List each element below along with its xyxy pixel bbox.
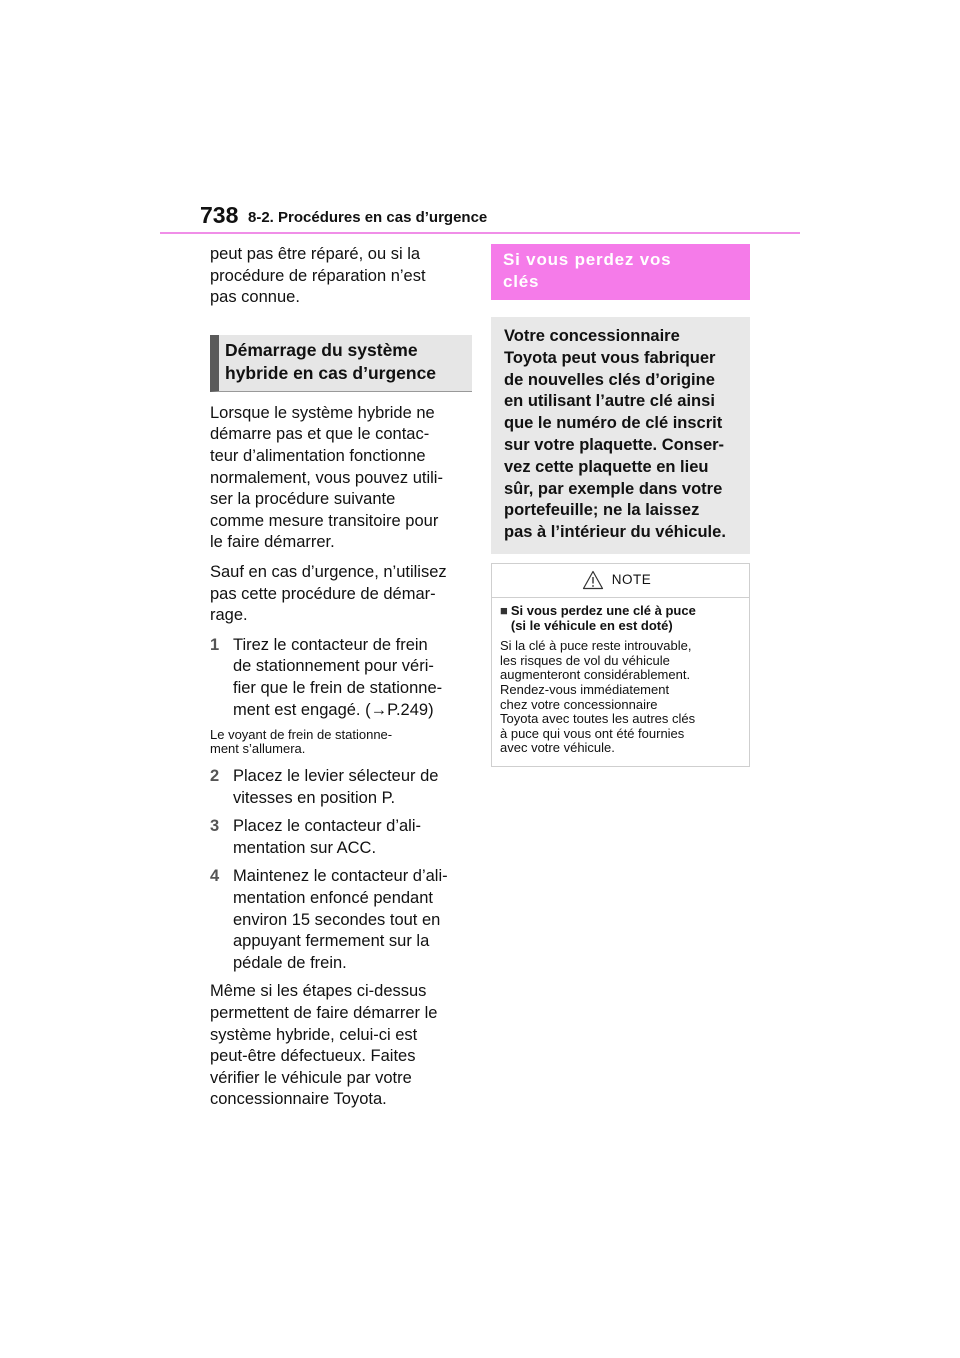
emergency-start-heading: Démarrage du système hybride en cas d’urgence (210, 335, 472, 392)
header-rule (160, 232, 800, 234)
step-text: Tirez le contacteur de frein de stationnement pour véri- fier que le frein de stationne- ment est engagé. (→P.249) (233, 635, 443, 719)
step-text: Maintenez le contacteur d’ali- mentation enfoncé pendant environ 15 secondes tout en appuyant fermement sur la pédale de frein. (233, 867, 448, 972)
conditions-paragraph: Lorsque le système hybride ne démarre pas et que le contac- teur d’alimentation fonctionne normalement, vous pouvez utili- ser la procédure suivante comme mesure transitoire pour le faire démarrer. (210, 403, 443, 552)
section-title: 8-2. Procédures en cas d’urgence (248, 209, 488, 226)
step-1-note: Le voyant de frein de stationne- ment s’allumera. (210, 727, 393, 757)
note-subheading-text: Si vous perdez une clé à puce (si le véhicule en est doté) (510, 602, 696, 633)
step-4 (210, 866, 472, 974)
note-label: NOTE (611, 571, 652, 587)
step-3 (210, 816, 472, 859)
step-number: 1 (210, 635, 220, 654)
note-divider (492, 597, 749, 598)
step-1 (210, 635, 472, 721)
note-body: Si la clé à puce reste introuvable, les risques de vol du véhicule augmenteront considérablement. Rendez-vous immédiatement chez votre concessionnaire Toyota avec toutes les autres clés à puce qui vous ont été fournies avec votre véhicule. (500, 638, 696, 756)
closing-paragraph: Même si les étapes ci-dessus permettent de faire démarrer le système hybride, celui-ci est peut-être défectueux. Faites vérifier le véhicule par votre concessionnaire Toyota. (210, 982, 438, 1109)
step-text: Placez le contacteur d’ali- mentation sur ACC. (233, 817, 422, 857)
lost-keys-info-box: Votre concessionnaire Toyota peut vous fabriquer de nouvelles clés d’origine en utilisant l’autre clé ainsi que le numéro de clé inscrit sur votre plaquette. Conser- vez cette plaquette en lieu sûr, par exemple dans votre portefeuille; ne la laissez pas à l’intérieur du véhicule. (491, 317, 750, 554)
warning-triangle-icon (582, 570, 604, 590)
warning-paragraph: Sauf en cas d’urgence, n’utilisez pas cette procédure de démar- rage. (210, 562, 447, 625)
step-text: Placez le levier sélecteur de vitesses en position P. (233, 767, 439, 807)
note-subheading (500, 604, 739, 633)
lost-keys-heading: Si vous perdez vos clés (491, 244, 750, 300)
step-number: 2 (210, 767, 220, 786)
note-header (494, 570, 739, 590)
left-column (210, 244, 472, 1119)
step-number: 4 (210, 867, 220, 886)
intro-paragraph: peut pas être réparé, ou si la procédure de réparation n’est pas connue. (210, 245, 426, 307)
right-column (491, 244, 750, 767)
step-number: 3 (210, 817, 220, 836)
note-box (491, 563, 750, 767)
step-2 (210, 766, 472, 809)
bullet-square-icon: ■ (500, 602, 508, 618)
page-number: 738 (200, 202, 239, 228)
